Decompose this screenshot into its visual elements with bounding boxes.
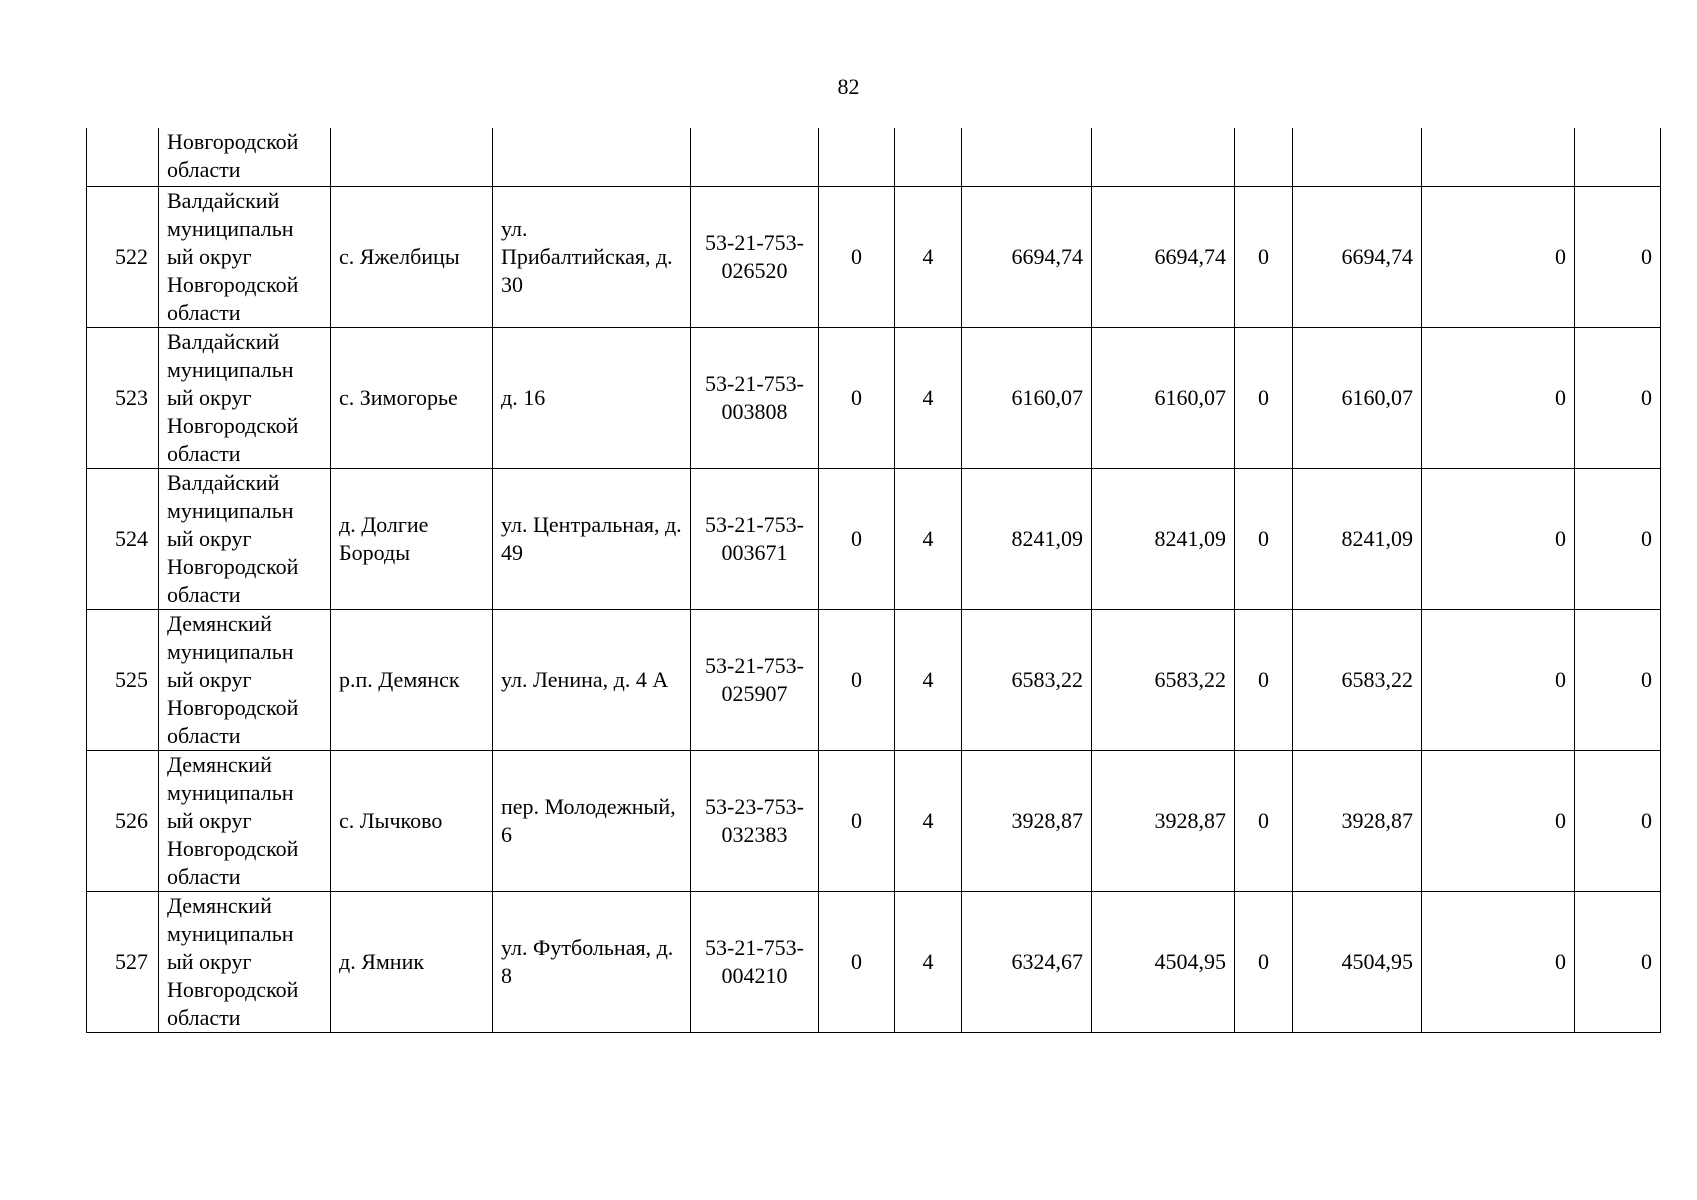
table-row [87, 328, 1661, 469]
cell-col9 [1092, 128, 1235, 187]
cell-col13 [1575, 128, 1661, 187]
cell-col9: 6694,74 [1092, 187, 1235, 328]
cell-col12: 0 [1422, 469, 1575, 610]
cell-col13: 0 [1575, 751, 1661, 892]
cell-settlement: д. Ямник [331, 892, 493, 1033]
cell-num: 522 [87, 187, 159, 328]
cell-col13: 0 [1575, 892, 1661, 1033]
cell-col9: 3928,87 [1092, 751, 1235, 892]
cell-col6: 0 [819, 892, 895, 1033]
cell-col6: 0 [819, 187, 895, 328]
cell-col10: 0 [1235, 751, 1293, 892]
cell-col11: 6160,07 [1293, 328, 1422, 469]
cell-col11: 4504,95 [1293, 892, 1422, 1033]
cell-col7: 4 [895, 328, 962, 469]
cell-col9: 6583,22 [1092, 610, 1235, 751]
cell-col7 [895, 128, 962, 187]
cell-num: 524 [87, 469, 159, 610]
table-row [87, 751, 1661, 892]
table-row [87, 187, 1661, 328]
cell-code: 53-23-753-032383 [691, 751, 819, 892]
cell-col10: 0 [1235, 892, 1293, 1033]
cell-num [87, 128, 159, 187]
cell-col13: 0 [1575, 610, 1661, 751]
cell-address: ул. Центральная, д. 49 [493, 469, 691, 610]
cell-col8: 6324,67 [962, 892, 1092, 1033]
cell-district: Валдайский муниципальн ый округ Новгородской области [159, 328, 331, 469]
cell-col11 [1293, 128, 1422, 187]
table-row [87, 892, 1661, 1033]
cell-col7: 4 [895, 751, 962, 892]
cell-address: ул. Футбольная, д. 8 [493, 892, 691, 1033]
cell-col10: 0 [1235, 469, 1293, 610]
cell-col11: 6583,22 [1293, 610, 1422, 751]
table-body [87, 128, 1661, 1033]
cell-code [691, 128, 819, 187]
cell-col12: 0 [1422, 328, 1575, 469]
cell-col9: 4504,95 [1092, 892, 1235, 1033]
cell-settlement: р.п. Демянск [331, 610, 493, 751]
table-row [87, 610, 1661, 751]
cell-code: 53-21-753-026520 [691, 187, 819, 328]
cell-col10: 0 [1235, 610, 1293, 751]
cell-code: 53-21-753-025907 [691, 610, 819, 751]
cell-code: 53-21-753-003808 [691, 328, 819, 469]
cell-district: Валдайский муниципальн ый округ Новгородской области [159, 187, 331, 328]
cell-col11: 6694,74 [1293, 187, 1422, 328]
cell-col10: 0 [1235, 328, 1293, 469]
cell-col6: 0 [819, 751, 895, 892]
cell-col7: 4 [895, 469, 962, 610]
cell-col6 [819, 128, 895, 187]
cell-num: 527 [87, 892, 159, 1033]
cell-col6: 0 [819, 469, 895, 610]
cell-col13: 0 [1575, 328, 1661, 469]
cell-code: 53-21-753-003671 [691, 469, 819, 610]
cell-district: Демянский муниципальн ый округ Новгородской области [159, 892, 331, 1033]
cell-col10 [1235, 128, 1293, 187]
cell-settlement: с. Зимогорье [331, 328, 493, 469]
cell-address: д. 16 [493, 328, 691, 469]
cell-col7: 4 [895, 610, 962, 751]
cell-address: пер. Молодежный, 6 [493, 751, 691, 892]
cell-address [493, 128, 691, 187]
cell-col6: 0 [819, 328, 895, 469]
cell-code: 53-21-753-004210 [691, 892, 819, 1033]
cell-col8 [962, 128, 1092, 187]
cell-col13: 0 [1575, 187, 1661, 328]
cell-col8: 6583,22 [962, 610, 1092, 751]
cell-num: 523 [87, 328, 159, 469]
cell-col12: 0 [1422, 892, 1575, 1033]
cell-col10: 0 [1235, 187, 1293, 328]
cell-district: Демянский муниципальн ый округ Новгородской области [159, 610, 331, 751]
cell-col9: 8241,09 [1092, 469, 1235, 610]
cell-settlement: с. Лычково [331, 751, 493, 892]
cell-col11: 3928,87 [1293, 751, 1422, 892]
cell-col8: 6160,07 [962, 328, 1092, 469]
cell-district: Демянский муниципальн ый округ Новгородской области [159, 751, 331, 892]
continuation-row [87, 128, 1661, 187]
cell-col8: 8241,09 [962, 469, 1092, 610]
cell-address: ул. Прибалтийская, д. 30 [493, 187, 691, 328]
cell-col11: 8241,09 [1293, 469, 1422, 610]
cell-col12: 0 [1422, 751, 1575, 892]
cell-num: 526 [87, 751, 159, 892]
cell-col9: 6160,07 [1092, 328, 1235, 469]
cell-settlement [331, 128, 493, 187]
cell-col13: 0 [1575, 469, 1661, 610]
cell-col12: 0 [1422, 187, 1575, 328]
cell-address: ул. Ленина, д. 4 А [493, 610, 691, 751]
cell-col12: 0 [1422, 610, 1575, 751]
table-row [87, 469, 1661, 610]
cell-settlement: д. Долгие Бороды [331, 469, 493, 610]
data-table [86, 128, 1661, 1033]
cell-district: Валдайский муниципальн ый округ Новгородской области [159, 469, 331, 610]
cell-col7: 4 [895, 187, 962, 328]
cell-col7: 4 [895, 892, 962, 1033]
cell-district: Новгородской области [159, 128, 331, 187]
cell-col6: 0 [819, 610, 895, 751]
cell-num: 525 [87, 610, 159, 751]
cell-settlement: с. Яжелбицы [331, 187, 493, 328]
cell-col12 [1422, 128, 1575, 187]
cell-col8: 6694,74 [962, 187, 1092, 328]
page-number: 82 [837, 74, 860, 99]
cell-col8: 3928,87 [962, 751, 1092, 892]
